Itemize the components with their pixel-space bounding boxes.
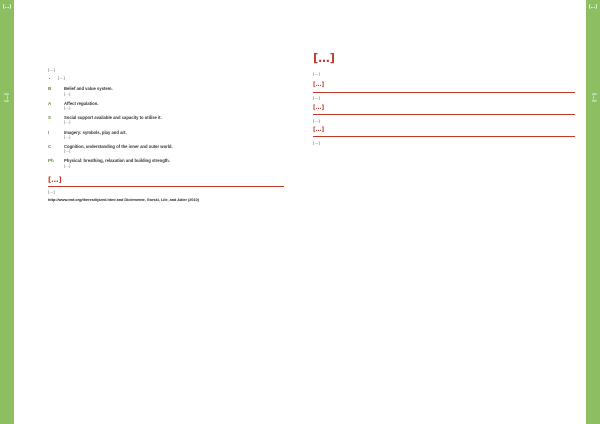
grid-row-belief bbox=[48, 86, 284, 96]
grid-nepali-text: […] bbox=[64, 106, 71, 111]
right-page-column bbox=[313, 51, 575, 148]
grid-english-text: Imagery: symbols, play and art. bbox=[64, 129, 127, 135]
grid-row-imagery bbox=[48, 130, 284, 140]
section-heading-3: […] bbox=[313, 126, 325, 133]
right-sidebar-tab bbox=[586, 52, 600, 142]
right-page-number: […] bbox=[588, 5, 598, 10]
grid-english-text: Cognition, understanding of the inner and outer world. bbox=[64, 144, 173, 150]
section-3-paragraph: […] bbox=[313, 139, 320, 145]
basic-ph-grid bbox=[48, 86, 284, 168]
chapter-intro: […] bbox=[313, 71, 320, 76]
left-page-number: […] bbox=[2, 5, 12, 10]
section-heading-1: […] bbox=[313, 82, 325, 89]
grid-english-text: Affect regulation. bbox=[64, 100, 99, 106]
grid-nepali-text: […] bbox=[64, 120, 71, 125]
reference-link[interactable]: http://www.tmf.org/theresiliyized.html and Diclemente, Gorski, Lile, and Adier (2010) bbox=[48, 197, 199, 202]
heading-rule bbox=[313, 114, 575, 115]
grid-nepali-text: […] bbox=[64, 91, 71, 96]
grid-letter: C bbox=[48, 144, 52, 150]
grid-nepali-text: […] bbox=[64, 134, 71, 139]
grid-english-text: Social support available and capacity to utilise it. bbox=[64, 115, 162, 121]
grid-english-text: Belief and value system. bbox=[64, 86, 113, 92]
grid-english-text: Physical: breathing, relaxation and building strength. bbox=[64, 158, 170, 164]
grid-nepali-text: […] bbox=[64, 149, 71, 154]
left-section-heading: […] bbox=[48, 174, 62, 184]
grid-letter: S bbox=[48, 115, 52, 121]
grid-letter: I bbox=[48, 129, 50, 135]
heading-rule bbox=[313, 92, 575, 93]
left-sidebar-tab bbox=[0, 52, 14, 142]
left-section-paragraph: […] bbox=[48, 189, 55, 195]
grid-letter: Ph bbox=[48, 158, 54, 164]
list-item: • […] bbox=[58, 75, 284, 80]
section-heading-2: […] bbox=[313, 104, 325, 111]
section-1-paragraph: […] bbox=[313, 95, 320, 101]
grid-row-affect bbox=[48, 101, 284, 111]
chapter-title: […] bbox=[313, 51, 336, 65]
right-sidebar-tab-label: […] bbox=[590, 92, 596, 102]
left-sidebar-tab-label: […] bbox=[4, 92, 10, 102]
right-sidebar bbox=[586, 0, 600, 424]
left-bullet-list bbox=[48, 75, 284, 80]
grid-letter: A bbox=[48, 100, 52, 106]
section-2-paragraph: […] bbox=[313, 117, 320, 123]
heading-rule bbox=[48, 186, 284, 187]
left-page-column bbox=[48, 67, 284, 203]
grid-nepali-text: […] bbox=[64, 163, 71, 168]
left-intro-paragraph: […] bbox=[48, 67, 55, 72]
grid-row-cognition bbox=[48, 144, 284, 154]
grid-row-physical bbox=[48, 158, 284, 168]
left-sidebar bbox=[0, 0, 14, 424]
grid-letter: B bbox=[48, 86, 52, 92]
grid-row-social bbox=[48, 115, 284, 125]
heading-rule bbox=[313, 136, 575, 137]
